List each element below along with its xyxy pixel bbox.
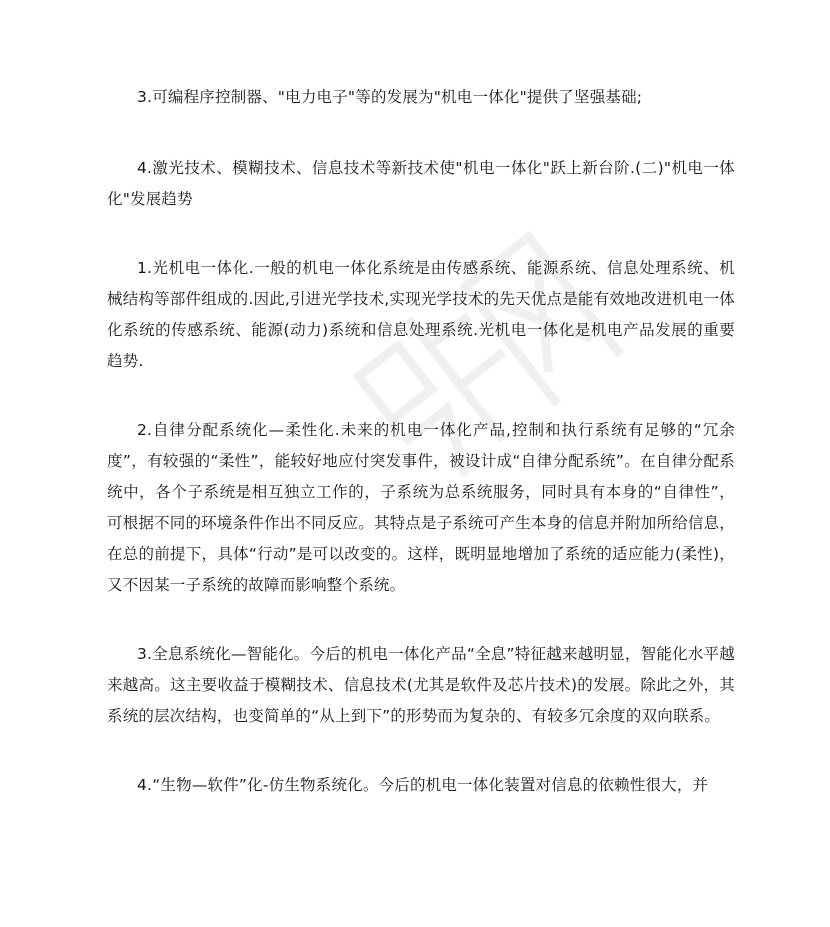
paragraph-new-technologies: 4.激光技术、模糊技术、信息技术等新技术使"机电一体化"跃上新台阶.(二)"机电一体化"发展趋势	[107, 159, 735, 208]
paragraph-opto-mechatronics: 1.光机电一体化.一般的机电一体化系统是由传感系统、能源系统、信息处理系统、机械结构等部件组成的.因此,引进光学技术,实现光学技术的先天优点是能有效地改进机电一体化系统的传感系统、能源(动力)系统和信息处理系统.光机电一体化是机电产品发展的重要趋势.	[107, 259, 735, 370]
paragraph-plc-foundation: 3.可编程序控制器、"电力电子"等的发展为"机电一体化"提供了坚强基础;	[137, 88, 643, 106]
paragraph-autonomous-distributed: 2.自律分配系统化—柔性化.未来的机电一体化产品,控制和执行系统有足够的“冗余度”，有较强的“柔性”，能较好地应付突发事件，被设计成“自律分配系统”。在自律分配系统中，各个子系统是相互独立工作的，子系统为总系统服务，同时具有本身的“自律性”，可根据不同的环境条件作出不同反应。其特点是子系统可产生本身的信息并附加所给信息，在总的前提下，具体“行动”是可以改变的。这样，既明显地增加了系统的适应能力(柔性)，又不因某一子系统的故障而影响整个系统。	[107, 421, 736, 594]
document-body	[107, 82, 735, 841]
paragraph-holographic-intelligent: 3.全息系统化—智能化。今后的机电一体化产品“全息”特征越来越明显，智能化水平越来越高。这主要收益于模糊技术、信息技术(尤其是软件及芯片技术)的发展。除此之外，其系统的层次结构，也变简单的“从上到下”的形势而为复杂的、有较多冗余度的双向联系。	[107, 645, 735, 725]
paragraph-bio-software: 4.“生物—软件”化-仿生物系统化。今后的机电一体化装置对信息的依赖性很大，并	[137, 776, 709, 794]
